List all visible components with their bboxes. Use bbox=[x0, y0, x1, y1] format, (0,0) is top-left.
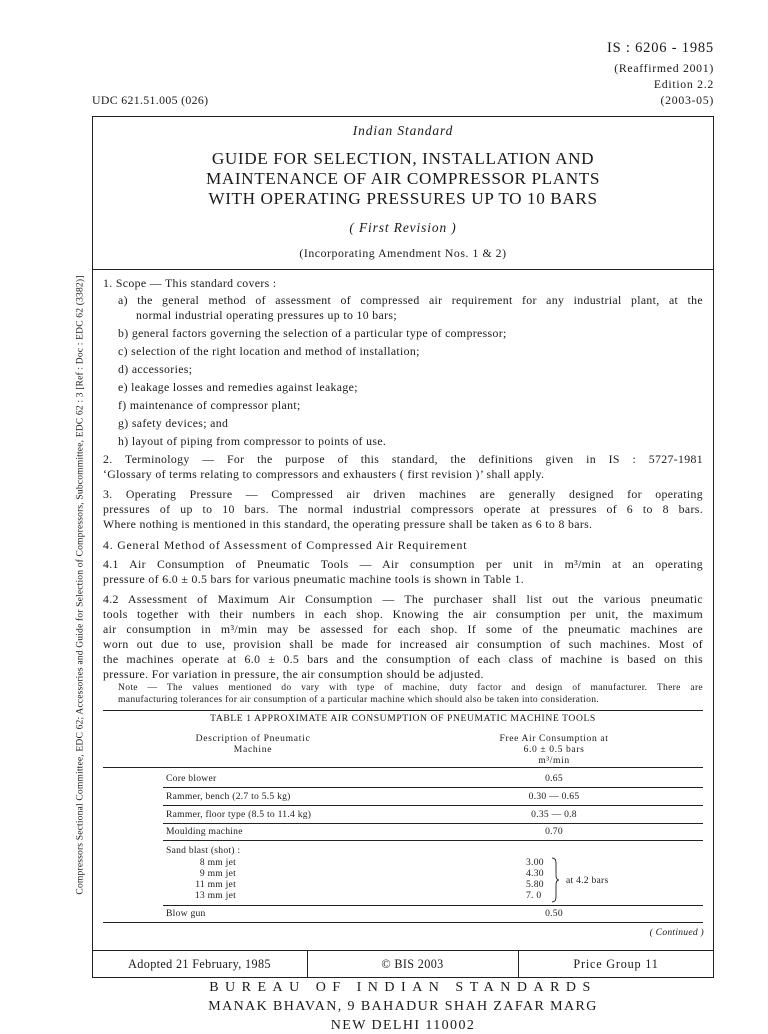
sandblast-pressure-note: at 4.2 bars bbox=[566, 875, 609, 886]
terminology-section: 2. Terminology — For the purpose of this standard, the definitions given in IS : 5727-1981 ‘Glossary of terms relating to compressors and exhausters ( first revision )’ shall apply. bbox=[103, 452, 703, 481]
publisher-address: MANAK BHAVAN, 9 BAHADUR SHAH ZAFAR MARG bbox=[208, 999, 598, 1014]
sandblast-value: 3.00 bbox=[526, 857, 544, 868]
table-header-rule bbox=[103, 767, 703, 768]
publisher-name: BUREAU OF INDIAN STANDARDS bbox=[209, 980, 597, 995]
scope-item: g) safety devices; and bbox=[118, 416, 229, 430]
table-top-rule bbox=[103, 710, 703, 711]
udc-label: UDC 621.51.005 (026) bbox=[92, 93, 209, 107]
operating-pressure-section: 3. Operating Pressure — Compressed air driven machines are generally designed for operating pressures of up to 10 bars. The normal industrial compressors operate at pressures of 6 to 8 bars. Where nothing is mentioned in this standard, the operating pressure shall be taken as 6 to 8 bars. bbox=[103, 487, 703, 531]
scope-item: h) layout of piping from compressor to points of use. bbox=[118, 434, 387, 448]
title-line: MAINTENANCE OF AIR COMPRESSOR PLANTS bbox=[205, 169, 601, 188]
table-row-value: 0.35 — 0.8 bbox=[531, 809, 577, 820]
para-4-1: 4.1 Air Consumption of Pneumatic Tools — Air consumption per unit in m³/min at an operating pressure of 6.0 ± 0.5 bars for various pneumatic machine tools is shown in Table 1. bbox=[103, 557, 703, 586]
scope-item: d) accessories; bbox=[118, 362, 193, 376]
note-text: Note — The values mentioned do vary with type of machine, duty factor and design of manufacturer. There are manufacturing tolerances for air consumption of a particular machine which should also be taken into consideration. bbox=[118, 682, 703, 705]
title-line: GUIDE FOR SELECTION, INSTALLATION AND bbox=[211, 149, 595, 168]
sandblast-sizes bbox=[170, 857, 236, 901]
revision-label: ( First Revision ) bbox=[349, 220, 457, 235]
sandblast-size: 13 mm jet bbox=[194, 890, 236, 901]
table-row-rule bbox=[163, 905, 703, 906]
reaffirmed-label: (Reaffirmed 2001) bbox=[614, 61, 714, 75]
scope-item: c) selection of the right location and method of installation; bbox=[118, 344, 420, 358]
table-row-machine: Moulding machine bbox=[166, 826, 243, 837]
scope-item: b) general factors governing the selection of a particular type of compressor; bbox=[118, 326, 507, 340]
sandblast-label: Sand blast (shot) : bbox=[166, 845, 241, 856]
right-brace-icon bbox=[551, 857, 559, 903]
sandblast-size: 11 mm jet bbox=[195, 879, 236, 890]
assessment-heading: 4. General Method of Assessment of Compressed Air Requirement bbox=[103, 538, 468, 552]
table-row-rule bbox=[163, 823, 703, 824]
sandblast-value: 4.30 bbox=[526, 868, 544, 879]
para-4-2: 4.2 Assessment of Maximum Air Consumption — The purchaser shall list out the various pneumatic tools together with their numbers in each shop. Knowing the air consumption per unit, the maximum air consumption in m³/min may be assessed for each shop. If some of the pneumatic machines are worn out due to use, provision shall be made for increased air consumption of such machines. Most of the machines operate at 6.0 ± 0.5 bars and the consumption of each class of machine is based on this pressure. For variation in pressure, the air consumption should be adjusted. bbox=[103, 592, 703, 681]
edition-date: (2003-05) bbox=[660, 93, 714, 107]
adopted-date: Adopted 21 February, 1985 bbox=[128, 957, 271, 971]
table-row-value: 0.50 bbox=[545, 908, 563, 919]
standard-number: IS : 6206 - 1985 bbox=[606, 40, 714, 56]
sandblast-value: 5.80 bbox=[526, 879, 544, 890]
sandblast-size: 8 mm jet bbox=[199, 857, 236, 868]
table-row-rule bbox=[163, 787, 703, 788]
title-line: WITH OPERATING PRESSURES UP TO 10 BARS bbox=[208, 189, 598, 208]
edition-label: Edition 2.2 bbox=[653, 77, 714, 91]
table-bottom-rule bbox=[103, 922, 703, 923]
table-row-machine: Rammer, bench (2.7 to 5.5 kg) bbox=[166, 791, 291, 802]
footer-divider bbox=[92, 950, 714, 951]
scope-item: f) maintenance of compressor plant; bbox=[118, 398, 301, 412]
scope-item: a) the general method of assessment of compressed air requirement for any industrial plant, at the normal industrial operating pressures up to 10 bars; bbox=[118, 293, 703, 322]
amendments-label: (Incorporating Amendment Nos. 1 & 2) bbox=[299, 246, 507, 260]
table-col1-header: Description of Pneumatic Machine bbox=[195, 733, 311, 755]
table-row-rule bbox=[163, 840, 703, 841]
committee-side-text: Compressors Sectional Committee, EDC 62; Accessories and Guide for Selection of Compressors, Subcommittee, EDC 62 : 3 [Ref : Doc : EDC 62 (3382)] bbox=[74, 275, 86, 895]
table-row-machine: Core blower bbox=[166, 773, 217, 784]
sandblast-size: 9 mm jet bbox=[199, 868, 236, 879]
sandblast-values bbox=[526, 857, 544, 901]
table-row-value: 0.30 — 0.65 bbox=[528, 791, 580, 802]
table-row-rule bbox=[163, 805, 703, 806]
title-divider bbox=[92, 269, 714, 270]
copyright-label: © BIS 2003 bbox=[381, 957, 444, 971]
table-row-value: 0.65 bbox=[545, 773, 563, 784]
table-row-machine: Rammer, floor type (8.5 to 11.4 kg) bbox=[166, 809, 312, 820]
sandblast-value: 7. 0 bbox=[526, 890, 542, 901]
kicker: Indian Standard bbox=[352, 123, 454, 138]
table-row-value: 0.70 bbox=[545, 826, 563, 837]
table-row-machine: Blow gun bbox=[166, 908, 206, 919]
continued-label: ( Continued ) bbox=[649, 927, 704, 938]
scope-list bbox=[118, 293, 703, 449]
doc-title bbox=[92, 149, 714, 209]
price-group: Price Group 11 bbox=[573, 957, 659, 971]
scope-item: e) leakage losses and remedies against leakage; bbox=[118, 380, 358, 394]
table-caption: TABLE 1 APPROXIMATE AIR CONSUMPTION OF PNEUMATIC MACHINE TOOLS bbox=[210, 713, 596, 724]
scope-heading: 1. Scope — This standard covers : bbox=[103, 276, 277, 290]
publisher-city: NEW DELHI 110002 bbox=[330, 1018, 476, 1033]
table-col2-header: Free Air Consumption at 6.0 ± 0.5 bars m³/min bbox=[499, 733, 609, 766]
